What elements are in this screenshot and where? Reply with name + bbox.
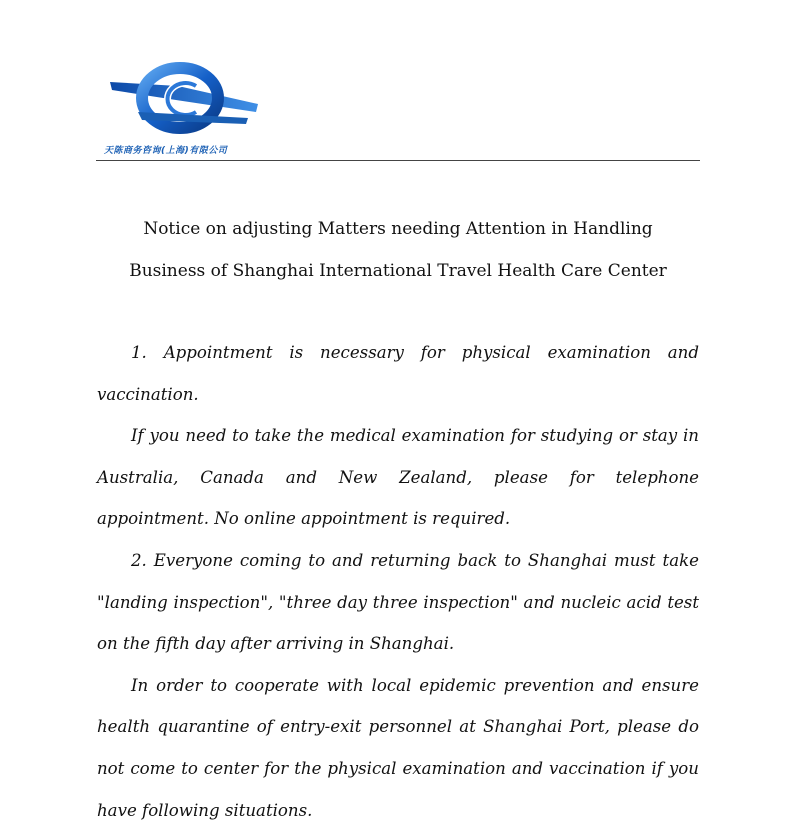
paragraph: In order to cooperate with local epidemic prevention and ensure health quarantine of entry-exit personnel at Shanghai Port, please do not come to center for the physical examination and vaccination if you have following situations. <box>97 675 699 820</box>
logo-caption: 天陈商务咨询(上海)有限公司 <box>104 146 228 156</box>
paragraph: 2. Everyone coming to and returning back to Shanghai must take "landing inspection", "three day three inspection" and nucleic acid test on the fifth day after arriving in Shanghai. <box>97 550 699 654</box>
company-logo-icon <box>108 60 258 146</box>
notice-title <box>96 208 700 292</box>
title-line-2: Business of Shanghai International Travel Health Care Center <box>129 261 667 281</box>
paragraph: 1. Appointment is necessary for physical examination and vaccination. <box>97 343 699 404</box>
notice-body <box>97 332 699 831</box>
letterhead <box>0 0 794 165</box>
paragraph: If you need to take the medical examination for studying or stay in Australia, Canada and New Zealand, please for telephone appointment. No online appointment is required. <box>97 426 699 529</box>
title-line-1: Notice on adjusting Matters needing Attention in Handling <box>143 219 653 239</box>
header-divider <box>96 160 700 161</box>
